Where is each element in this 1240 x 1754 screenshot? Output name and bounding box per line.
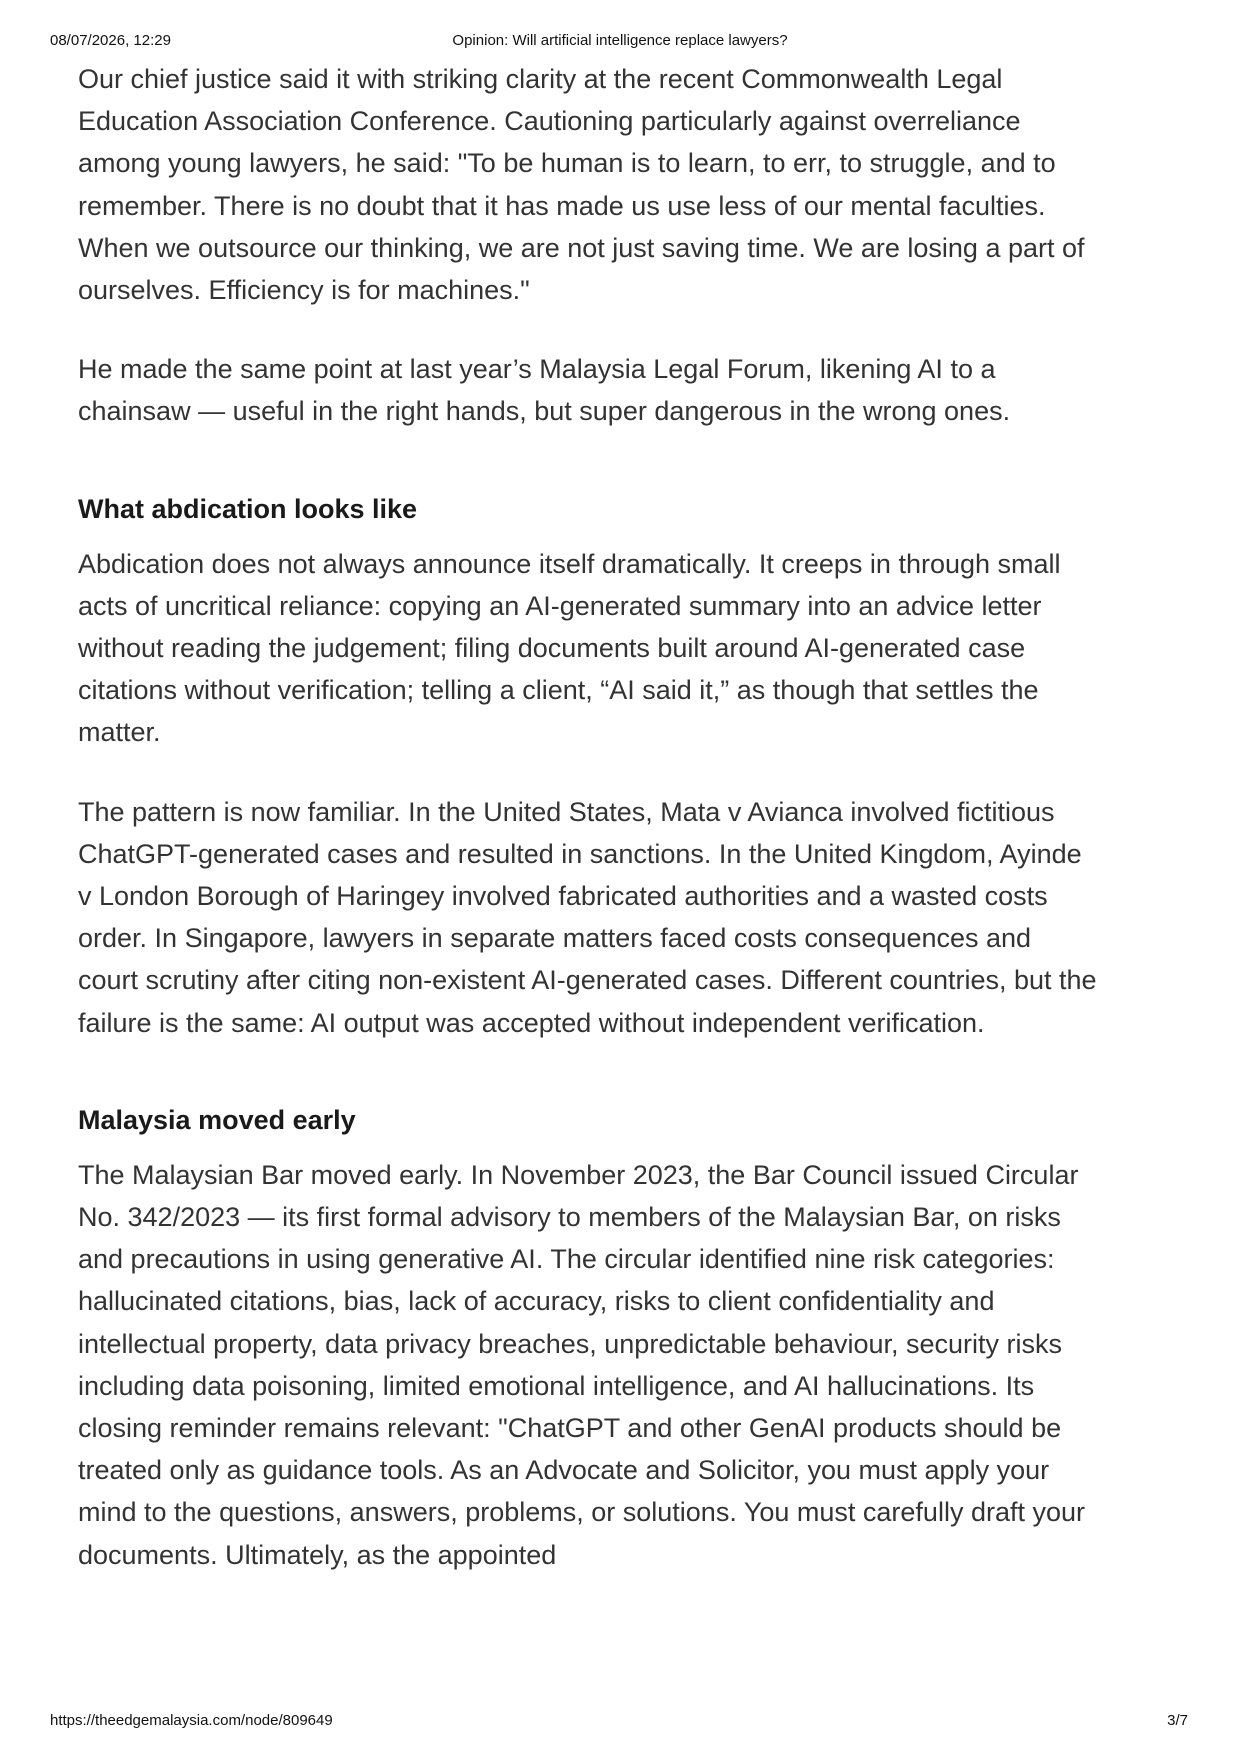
- print-datetime: 08/07/2026, 12:29: [50, 32, 171, 49]
- article-paragraph: He made the same point at last year’s Malaysia Legal Forum, likening AI to a chainsaw — useful in the right hands, but super dangerous in the wrong ones.: [78, 354, 1011, 427]
- article-paragraph: The Malaysian Bar moved early. In November 2023, the Bar Council issued Circular No. 342/2023 — its first formal advisory to members of the Malaysian Bar, on risks and precautions in using generative AI. The circular identified nine risk categories: hallucinated citations, bias, lack of accuracy, risks to client confidentiality and intellectual property, data privacy breaches, unpredictable behaviour, security risks including data poisoning, limited emotional intelligence, and AI hallucinations. Its closing reminder remains relevant: "ChatGPT and other GenAI products should be treated only as guidance tools. As an Advocate and Solicitor, you must apply your mind to the questions, answers, problems, or solutions. You must carefully draft your documents. Ultimately, as the appointed: [78, 1159, 1086, 1570]
- print-footer: [50, 1712, 1190, 1732]
- article-body: [78, 58, 1098, 1576]
- page-number: 3/7: [1167, 1712, 1188, 1729]
- section-heading: Malaysia moved early: [78, 1104, 356, 1135]
- section-heading: What abdication looks like: [78, 493, 418, 524]
- article-paragraph: Abdication does not always announce itself dramatically. It creeps in through small acts of uncritical reliance: copying an AI-generated summary into an advice letter without reading the judgement; filing documents built around AI-generated case citations without verification; telling a client, “AI said it,” as though that settles the matter.: [78, 548, 1061, 748]
- print-header: [50, 32, 1190, 52]
- article-paragraph: The pattern is now familiar. In the United States, Mata v Avianca involved fictitious ChatGPT-generated cases and resulted in sanctions. In the United Kingdom, Ayinde v London Borough of Haringey involved fabricated authorities and a wasted costs order. In Singapore, lawyers in separate matters faced costs consequences and court scrutiny after citing non-existent AI-generated cases. Different countries, but the failure is the same: AI output was accepted without independent verification.: [78, 796, 1097, 1038]
- article-paragraph: Our chief justice said it with striking clarity at the recent Commonwealth Legal Education Association Conference. Cautioning particularly against overreliance among young lawyers, he said: "To be human is to learn, to err, to struggle, and to remember. There is no doubt that it has made us use less of our mental faculties. When we outsource our thinking, we are not just saving time. We are losing a part of ourselves. Efficiency is for machines.": [78, 64, 1085, 306]
- print-page-title: Opinion: Will artificial intelligence replace lawyers?: [452, 32, 788, 49]
- print-url: https://theedgemalaysia.com/node/809649: [50, 1712, 333, 1729]
